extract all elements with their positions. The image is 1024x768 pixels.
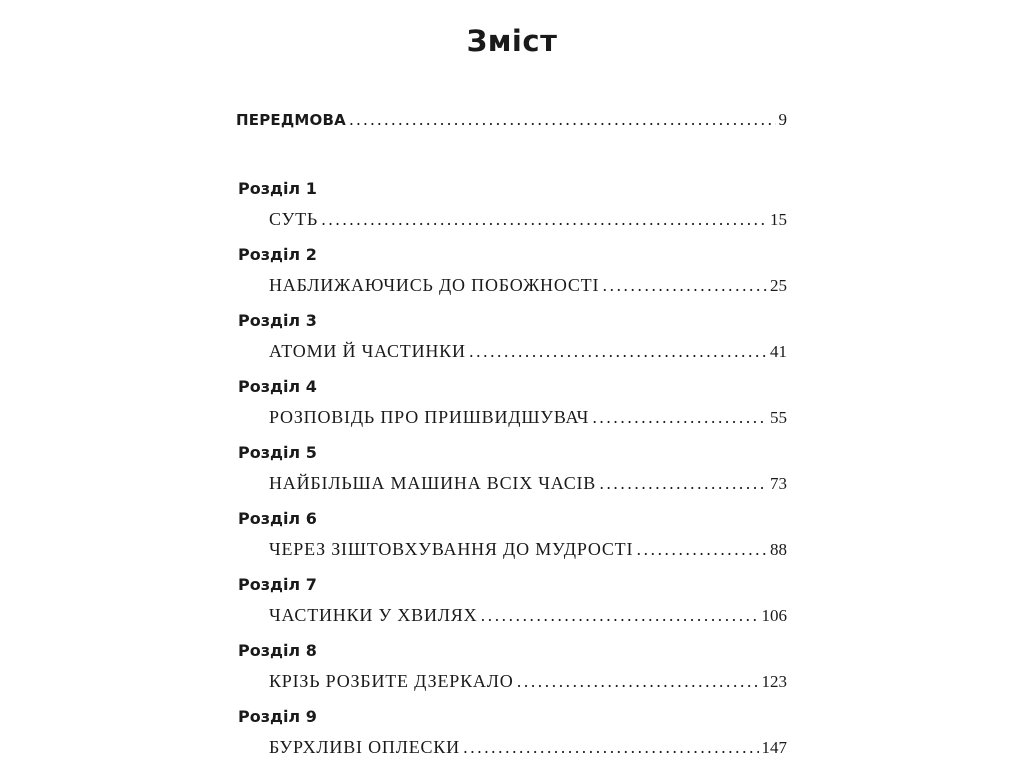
chapter-label: Розділ 1 [238, 179, 317, 198]
dot-leader [636, 535, 767, 564]
dot-leader [469, 337, 767, 366]
toc-entry-chapter-4[interactable] [269, 402, 787, 432]
chapter-title: НАЙБІЛЬША МАШИНА ВСІХ ЧАСІВ [269, 473, 597, 493]
chapter-title: БУРХЛИВІ ОПЛЕСКИ [269, 737, 460, 757]
chapter-label: Розділ 6 [238, 509, 317, 528]
chapter-title: ЧЕРЕЗ ЗІШТОВХУВАННЯ ДО МУДРОСТІ [269, 539, 634, 559]
dot-leader [349, 100, 776, 140]
dot-leader [592, 403, 767, 432]
chapter-5 [238, 438, 787, 504]
dot-leader [517, 667, 759, 696]
chapter-3 [238, 306, 787, 372]
chapter-title: АТОМИ Й ЧАСТИНКИ [269, 341, 466, 361]
chapter-7 [238, 570, 787, 636]
chapter-8 [238, 636, 787, 702]
chapter-6 [238, 504, 787, 570]
toc-entry-chapter-8[interactable] [269, 666, 787, 696]
chapter-title: КРІЗЬ РОЗБИТЕ ДЗЕРКАЛО [269, 671, 514, 691]
toc-entry-chapter-9[interactable] [269, 732, 787, 762]
chapter-label: Розділ 8 [238, 641, 317, 660]
chapter-title: НАБЛИЖАЮЧИСЬ ДО ПОБОЖНОСТІ [269, 275, 600, 295]
chapter-label: Розділ 2 [238, 245, 317, 264]
chapter-page-number: 25 [770, 276, 787, 295]
chapter-page-number: 15 [770, 210, 787, 229]
toc-entry-chapter-6[interactable] [269, 534, 787, 564]
chapter-title: ЧАСТИНКИ У ХВИЛЯХ [269, 605, 478, 625]
chapter-page-number: 73 [770, 474, 787, 493]
chapter-page-number: 88 [770, 540, 787, 559]
chapter-label: Розділ 7 [238, 575, 317, 594]
toc-entry-chapter-3[interactable] [269, 336, 787, 366]
preface-title: ПЕРЕДМОВА [236, 111, 346, 129]
dot-leader [321, 205, 767, 234]
chapter-label: Розділ 3 [238, 311, 317, 330]
chapter-label: Розділ 5 [238, 443, 317, 462]
dot-leader [480, 601, 758, 630]
toc-entry-chapter-5[interactable] [269, 468, 787, 498]
preface-page-number: 9 [778, 110, 787, 129]
chapter-page-number: 55 [770, 408, 787, 427]
chapter-1 [238, 174, 787, 240]
chapter-2 [238, 240, 787, 306]
page-title: Зміст [466, 24, 558, 58]
table-of-contents [236, 100, 787, 768]
chapter-9 [238, 702, 787, 768]
dot-leader [599, 469, 767, 498]
chapter-label: Розділ 4 [238, 377, 317, 396]
chapter-title: СУТЬ [269, 209, 319, 229]
toc-entry-preface[interactable] [236, 100, 787, 140]
chapter-4 [238, 372, 787, 438]
toc-entry-chapter-1[interactable] [269, 204, 787, 234]
dot-leader [602, 271, 767, 300]
chapter-page-number: 106 [761, 606, 787, 625]
toc-entry-chapter-2[interactable] [269, 270, 787, 300]
toc-entry-chapter-7[interactable] [269, 600, 787, 630]
chapter-page-number: 41 [770, 342, 787, 361]
chapter-label: Розділ 9 [238, 707, 317, 726]
chapter-page-number: 147 [761, 738, 787, 757]
dot-leader [463, 733, 759, 762]
chapter-page-number: 123 [761, 672, 787, 691]
chapter-title: РОЗПОВІДЬ ПРО ПРИШВИДШУВАЧ [269, 407, 590, 427]
